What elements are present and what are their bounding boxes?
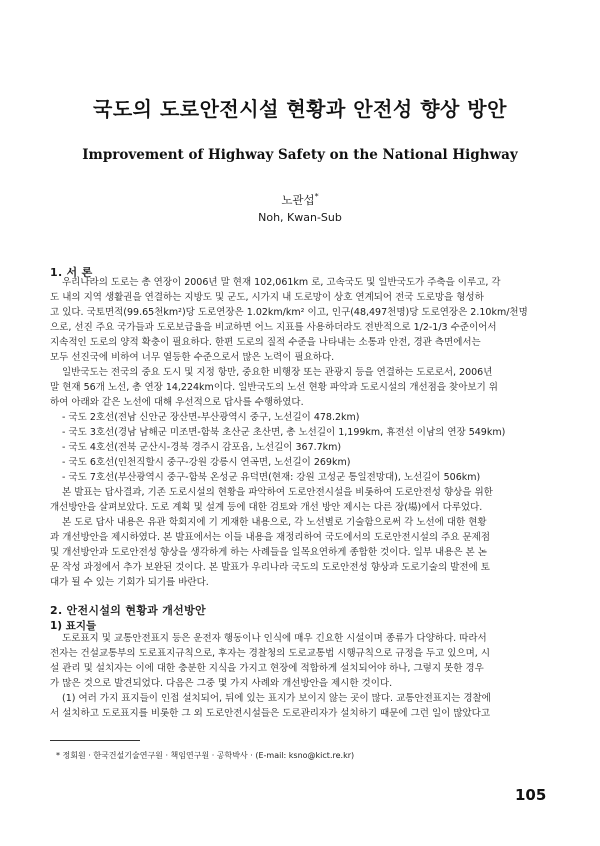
body-line: 및 개선방안과 도로안전성 향상을 생각하게 하는 사례들을 일목요연하게 종합한 것이다. 일부 내용은 본 논 bbox=[50, 547, 487, 558]
body-line: 지속적인 도로의 양적 확충이 필요하다. 한편 도로의 질적 수준을 나타내는 소통과 안전, 경관 측면에서는 bbox=[50, 337, 481, 348]
page-number: 105 bbox=[515, 786, 547, 804]
body-line: 문 작성 과정에서 추가 보완된 것이다. 본 발표가 우리나라 국도의 도로안전성 향상과 도로기술의 발전에 토 bbox=[50, 562, 490, 573]
route-list-item: - 국도 7호선(부산광역시 중구-함북 온성군 유덕면(현재: 강원 고성군 통일전망대), 노선길이 506km) bbox=[62, 472, 481, 483]
body-line: 과 개선방안을 제시하였다. 본 발표에서는 이들 내용을 재정리하여 국도에서의 도로안전시설의 주요 문제점 bbox=[50, 532, 491, 543]
author-footnote-mark: * bbox=[314, 192, 319, 202]
body-line: 가 많은 것으로 발견되었다. 다음은 그중 몇 가지 사례와 개선방안을 제시한 것이다. bbox=[50, 678, 393, 689]
subsection-heading-signs: 1) 표지들 bbox=[50, 620, 97, 632]
body-line: 대가 될 수 있는 기회가 되기를 바란다. bbox=[50, 577, 209, 588]
body-line: 전자는 건설교통부의 도로표지규칙으로, 후자는 경찰청의 도로교통법 시행규칙으로 규정을 두고 있으며, 시 bbox=[50, 648, 491, 659]
body-line: 하여 아래와 같은 노선에 대해 우선적으로 답사를 수행하였다. bbox=[50, 397, 304, 408]
paper-title-korean: 국도의 도로안전시설 현황과 안전성 향상 방안 bbox=[93, 97, 507, 121]
body-line: 일반국도는 전국의 중요 도시 및 지정 항만, 중요한 비행장 또는 관광지 등을 연결하는 도로로서, 2006년 bbox=[62, 367, 493, 378]
route-list-item: - 국도 3호선(경남 남해군 미조면-함북 초산군 초산면, 총 노선길이 1,199km, 휴전선 이남의 연장 549km) bbox=[62, 427, 506, 438]
route-list-item: - 국도 2호선(전남 신안군 장산면-부산광역시 중구, 노선길이 478.2km) bbox=[62, 412, 360, 423]
route-list-item: - 국도 6호선(인천직할시 중구-강원 강릉시 연곡면, 노선길이 269km) bbox=[62, 457, 351, 468]
body-line: 고 있다. 국토면적(99.65천km²)당 도로연장은 1.02km/km² 이고, 인구(48,497천명)당 도로연장은 2.10km/천명 bbox=[50, 307, 528, 318]
body-line: 본 도로 답사 내용은 유관 학회지에 기 게재한 내용으로, 각 노선별로 기술함으로써 각 노선에 대한 현황 bbox=[62, 517, 487, 528]
footnote-divider bbox=[50, 740, 140, 741]
body-line: 서 설치하고 도로표지를 비롯한 그 외 도로안전시설들은 도로관리자가 설치하기 때문에 그런 일이 많았다고 bbox=[50, 708, 491, 719]
body-line: 본 발표는 답사결과, 기존 도로시설의 현황을 파악하여 도로안전시설을 비롯하여 도로안전성 향상을 위한 bbox=[62, 487, 493, 498]
body-line: (1) 여러 가지 표지들이 인접 설치되어, 뒤에 있는 표지가 보이지 않는 곳이 많다. 교통안전표지는 경찰에 bbox=[62, 693, 491, 704]
author-name-english: Noh, Kwan-Sub bbox=[258, 211, 342, 224]
paper-title-english: Improvement of Highway Safety on the National Highway bbox=[82, 147, 518, 163]
body-line: 도로표지 및 교통안전표지 등은 운전자 행동이나 인식에 매우 긴요한 시설이며 종류가 다양하다. 따라서 bbox=[62, 633, 487, 644]
body-line: 설 관리 및 설치자는 이에 대한 충분한 지식을 가지고 현장에 적합하게 설치되어야 하나, 그렇지 못한 경우 bbox=[50, 663, 484, 674]
route-list-item: - 국도 4호선(전북 군산시-경북 경주시 감포읍, 노선길이 367.7km) bbox=[62, 442, 342, 453]
body-line: 우리나라의 도로는 총 연장이 2006년 말 현재 102,061km 로, 고속국도 및 일반국도가 주축을 이루고, 각 bbox=[62, 277, 501, 288]
body-line: 모두 선진국에 비하여 너무 열등한 수준으로서 많은 노력이 필요하다. bbox=[50, 352, 335, 363]
author-name: 노관섭 bbox=[281, 193, 315, 207]
section-heading-introduction: 1. 서 론 bbox=[50, 266, 93, 279]
body-line: 도 내의 지역 생활권을 연결하는 지방도 및 군도, 시가지 내 도로망이 상호 연계되어 전국 도로망을 형성하 bbox=[50, 292, 484, 303]
section-heading-safety-facilities: 2. 안전시설의 현황과 개선방안 bbox=[50, 604, 206, 617]
body-line: 으로, 선진 주요 국가들과 도로보급율을 비교하면 어느 지표를 사용하더라도 전반적으로 1/2-1/3 수준이어서 bbox=[50, 322, 497, 333]
author-name-korean bbox=[0, 192, 600, 208]
body-line: 개선방안을 살펴보았다. 도로 계획 및 설계 등에 대한 검토와 개선 방안 제시는 다른 장(場)에서 다루었다. bbox=[50, 502, 483, 513]
author-footnote: * 정회원 · 한국건설기술연구원 · 책임연구원 · 공학박사 · (E-mail: ksno@kict.re.kr) bbox=[56, 751, 355, 760]
body-line: 말 현재 56개 노선, 총 연장 14,224km이다. 일반국도의 노선 현황 파악과 도로시설의 개선점을 찾아보기 위 bbox=[50, 382, 498, 393]
